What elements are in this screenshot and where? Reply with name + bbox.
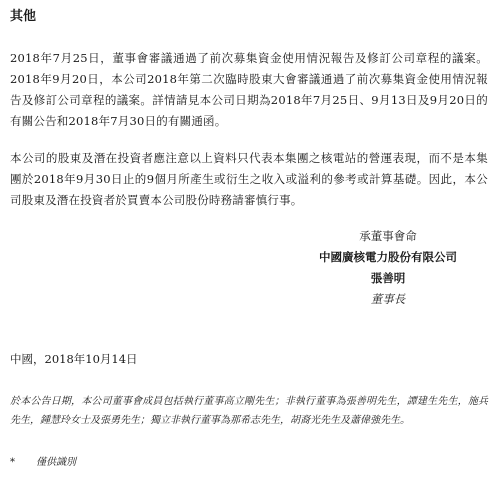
announcement-page	[10, 8, 488, 468]
identification-note-text: 僅供識別	[36, 457, 76, 468]
signature-block	[288, 226, 488, 310]
signature-by-order: 承董事會命	[359, 229, 417, 243]
signature-company: 中國廣核電力股份有限公司	[319, 250, 457, 264]
paragraph-meeting-resolutions: 2018年7月25日，董事會審議通過了前次募集資金使用情況報告及修訂公司章程的議案。2018年9月20日，本公司2018年第二次臨時股東大會審議通過了前次募集資金使用情況報告及修訂公司章程的議案。詳情請見本公司日期為2018年7月25日、9月13日及9月20日的有關公告和2018年7月30日的有關通函。	[10, 51, 488, 128]
date-line: 中國，2018年10月14日	[10, 352, 138, 366]
signature-name: 張善明	[370, 271, 406, 285]
asterisk-marker: *	[10, 457, 15, 468]
paragraph-investor-caution: 本公司的股東及潛在投資者應注意以上資料只代表本集團之核電站的營運表現，而不是本集團於2018年9月30日止的9個月所產生或衍生之收入或溢利的參考或計算基礎。因此，本公司股東及潛在投資者於買賣本公司股份時務請審慎行事。	[10, 151, 488, 207]
board-composition-note: 於本公告日期，本公司董事會成員包括執行董事高立剛先生；非執行董事為張善明先生，譚建生先生，施兵先生，鍾慧玲女士及張勇先生；獨立非執行董事為那希志先生，胡裔光先生及蕭偉強先生。	[10, 396, 488, 426]
signature-title: 董事長	[370, 292, 406, 306]
section-heading: 其他	[10, 9, 37, 24]
identification-note	[10, 455, 76, 471]
